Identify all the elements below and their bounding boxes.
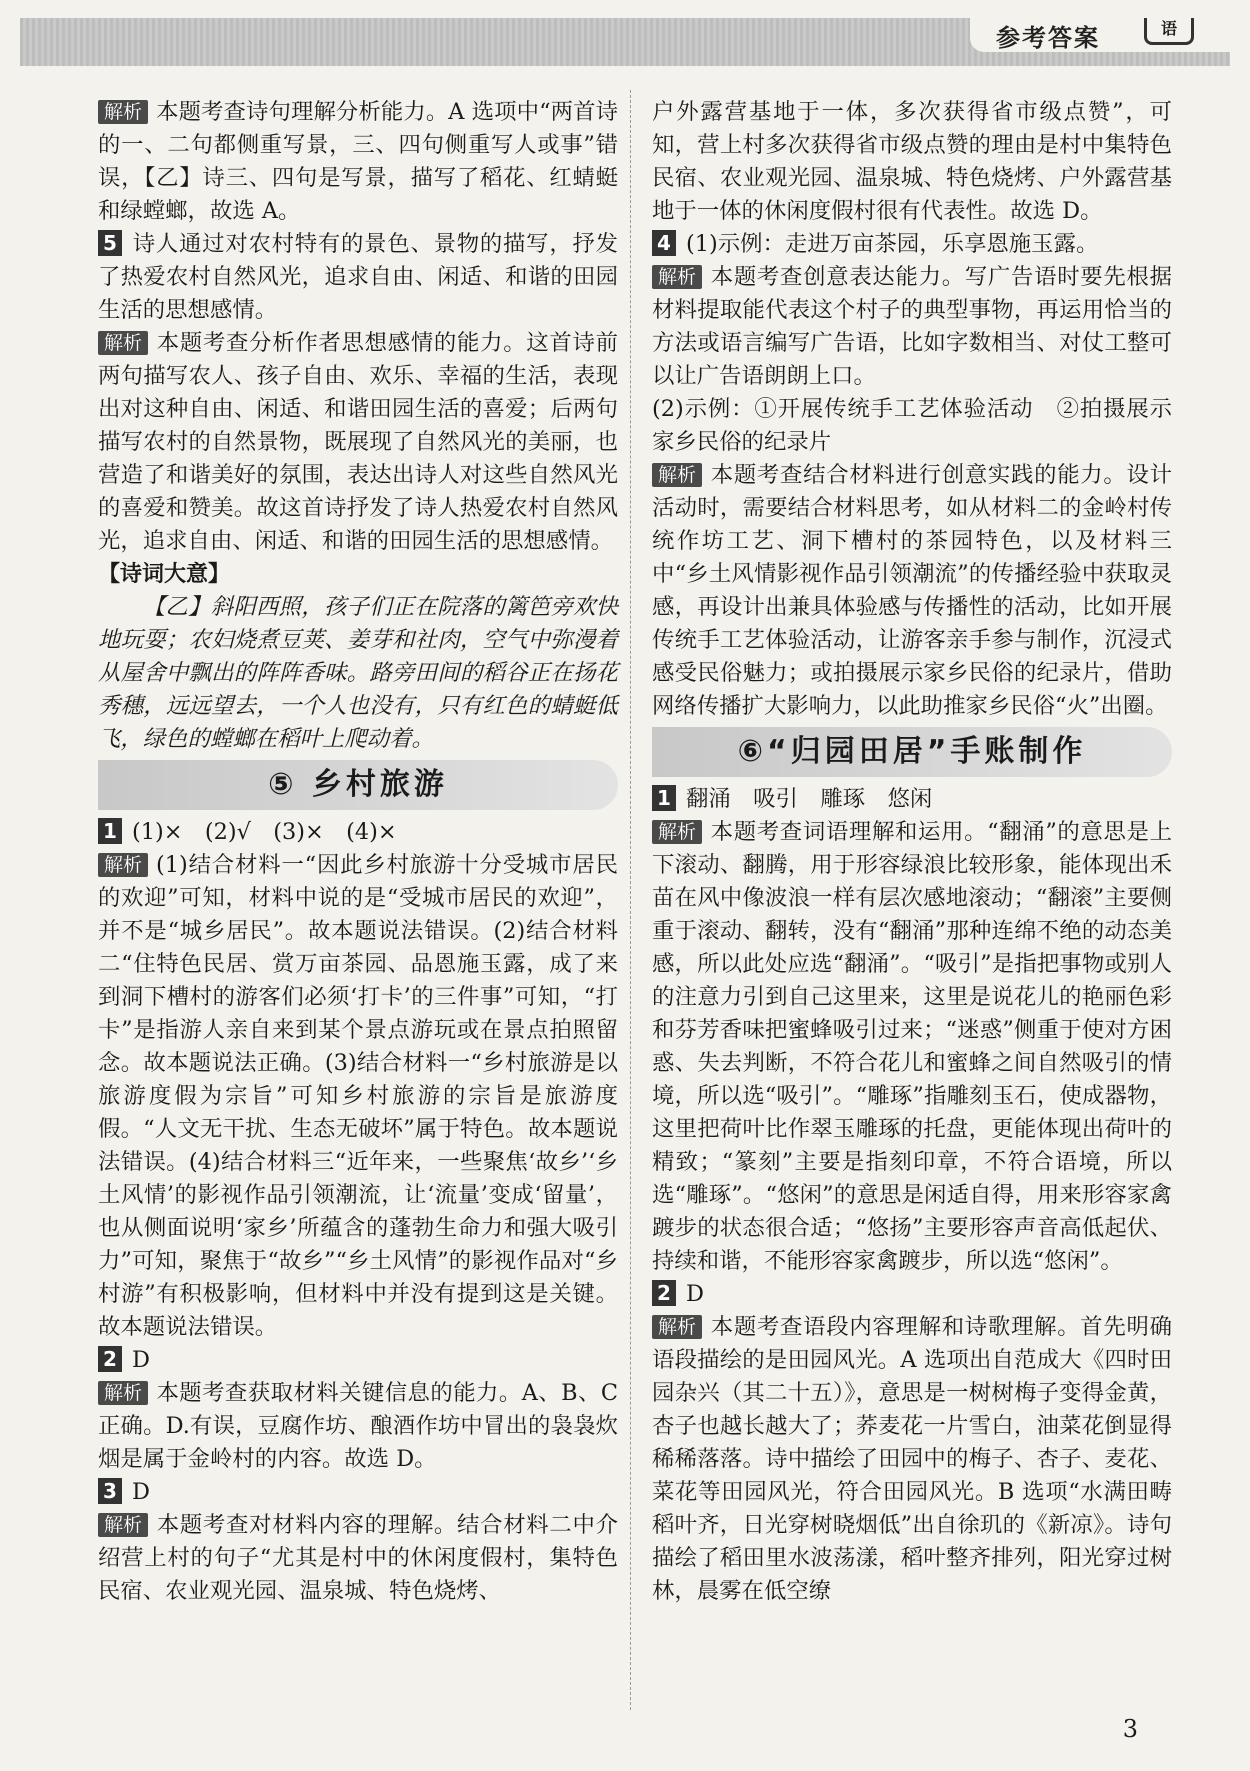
analysis-tag: 解析 bbox=[98, 1381, 148, 1405]
answer-item: 1 翻涌 吸引 雕琢 悠闲 bbox=[652, 783, 1172, 816]
analysis-paragraph: 解析 本题考查诗句理解分析能力。A 选项中“两首诗的一、二句都侧重写景，三、四句侧重写人或事”错误，【乙】诗三、四句是写景，描写了稻花、红蜻蜓和绿螳螂，故选 A。 bbox=[98, 99, 618, 224]
question-number: 3 bbox=[98, 1478, 122, 1504]
section-title-6: ⑥“归园田居”手账制作 bbox=[652, 727, 1172, 777]
page-header-bar bbox=[20, 18, 1230, 66]
analysis-tag: 解析 bbox=[98, 100, 148, 124]
analysis-paragraph: 解析 本题考查结合材料进行创意实践的能力。设计活动时，需要结合材料思考，如从材料二的金岭村传统作坊工艺、洞下槽村的茶园特色，以及材料三中“乡土风情影视作品引领潮流”的传播经验中获取灵感，再设计出兼具体验感与传播性的活动，比如开展传统手工艺体验活动，让游客亲手参与制作，沉浸式感受民俗魅力；或拍摄展示家乡民俗的纪录片，借助网络传播扩大影响力，以此助推家乡民俗“火”出圈。 bbox=[652, 462, 1172, 719]
analysis-paragraph: 解析 本题考查获取材料关键信息的能力。A、B、C 正确。D.有误，豆腐作坊、酿酒作坊中冒出的袅袅炊烟是属于金岭村的内容。故选 D。 bbox=[98, 1380, 618, 1472]
header-tab bbox=[970, 18, 1230, 52]
left-column bbox=[98, 96, 618, 1608]
analysis-paragraph-continued: 户外露营基地于一体，多次获得省市级点赞”，可知，营上村多次获得省市级点赞的理由是村中集特色民宿、农业观光园、温泉城、特色烧烤、户外露营基地于一体的休闲度假村很有代表性。故选 D。 bbox=[652, 99, 1172, 224]
analysis-paragraph: 解析 本题考查创意表达能力。写广告语时要先根据材料提取能代表这个村子的典型事物，再运用恰当的方法或语言编写广告语，比如字数相当、对仗工整可以让广告语朗朗上口。 bbox=[652, 264, 1172, 389]
poem-heading: 【诗词大意】 bbox=[98, 562, 231, 587]
question-number: 1 bbox=[652, 785, 676, 811]
answer-item: 5 诗人通过对农村特有的景色、景物的描写，抒发了热爱农村自然风光，追求自由、闲适、和谐的田园生活的思想感情。 bbox=[98, 231, 618, 323]
answer-item: (2)示例：①开展传统手工艺体验活动 ②拍摄展示家乡民俗的纪录片 bbox=[652, 396, 1172, 455]
question-number: 5 bbox=[98, 230, 122, 256]
answer-item: 2 D bbox=[652, 1278, 1172, 1311]
question-number: 2 bbox=[652, 1280, 676, 1306]
analysis-paragraph: 解析 (1)结合材料一“因此乡村旅游十分受城市居民的欢迎”可知，材料中说的是“受城市居民的欢迎”，并不是“城乡居民”。故本题说法错误。(2)结合材料二“住特色民居、赏万亩茶园、品恩施玉露，成了来到洞下槽村的游客们必须‘打卡’的三件事”可知，“打卡”是指游人亲自来到某个景点游玩或在景点拍照留念。故本题说法正确。(3)结合材料一“乡村旅游是以旅游度假为宗旨”可知乡村旅游的宗旨是旅游度假。“人文无干扰、生态无破坏”属于特色。故本题说法错误。(4)结合材料三“近年来，一些聚焦‘故乡’‘乡土风情’的影视作品引领潮流，让‘流量’变成‘留量’，也从侧面说明‘家乡’所蕴含的蓬勃生命力和强大吸引力”可知，聚焦于“故乡”“乡土风情”的影视作品对“乡村游”有积极影响，但材料中并没有提到这是关键。故本题说法错误。 bbox=[98, 852, 618, 1340]
analysis-tag: 解析 bbox=[98, 853, 148, 877]
analysis-tag: 解析 bbox=[652, 820, 702, 844]
analysis-tag: 解析 bbox=[652, 265, 702, 289]
poem-meaning: 【乙】斜阳西照，孩子们正在院落的篱笆旁欢快地玩耍；农妇烧煮豆荚、姜芽和社肉，空气中弥漫着从屋舍中飘出的阵阵香味。路旁田间的稻谷正在扬花秀穗，远远望去，一个人也没有，只有红色的蜻蜓低飞，绿色的螳螂在稻叶上爬动着。 bbox=[98, 594, 618, 752]
right-column bbox=[652, 96, 1172, 1608]
analysis-tag: 解析 bbox=[98, 331, 148, 355]
answer-item: 4 (1)示例：走进万亩茶园，乐享恩施玉露。 bbox=[652, 228, 1172, 261]
subject-badge: 语 bbox=[1144, 18, 1194, 45]
question-number: 2 bbox=[98, 1346, 122, 1372]
answer-item: 1 (1)× (2)√ (3)× (4)× bbox=[98, 816, 618, 849]
answer-item: 3 D bbox=[98, 1476, 618, 1509]
page-number: 3 bbox=[1122, 1715, 1138, 1743]
header-title: 参考答案 bbox=[996, 23, 1100, 52]
analysis-paragraph: 解析 本题考查语段内容理解和诗歌理解。首先明确语段描绘的是田园风光。A 选项出自范成大《四时田园杂兴（其二十五）》，意思是一树树梅子变得金黄，杏子也越长越大了；荞麦花一片雪白，油菜花倒显得稀稀落落。诗中描绘了田园中的梅子、杏子、麦花、菜花等田园风光，符合田园风光。B 选项“水满田畴稻叶齐，日光穿树晓烟低”出自徐玑的《新凉》。诗句描绘了稻田里水波荡漾，稻叶整齐排列，阳光穿过树林，晨雾在低空缭 bbox=[652, 1314, 1172, 1604]
question-number: 1 bbox=[98, 818, 122, 844]
question-number: 4 bbox=[652, 230, 676, 256]
analysis-tag: 解析 bbox=[652, 1315, 702, 1339]
analysis-paragraph: 解析 本题考查对材料内容的理解。结合材料二中介绍营上村的句子“尤其是村中的休闲度假村，集特色民宿、农业观光园、温泉城、特色烧烤、 bbox=[98, 1512, 618, 1604]
analysis-paragraph: 解析 本题考查分析作者思想感情的能力。这首诗前两句描写农人、孩子自由、欢乐、幸福的生活，表现出对这种自由、闲适、和谐田园生活的喜爱；后两句描写农村的自然景物，既展现了自然风光的美丽，也营造了和谐美好的氛围，表达出诗人对这些自然风光的喜爱和赞美。故这首诗抒发了诗人热爱农村自然风光，追求自由、闲适、和谐的田园生活的思想感情。 bbox=[98, 330, 618, 554]
analysis-paragraph: 解析 本题考查词语理解和运用。“翻涌”的意思是上下滚动、翻腾，用于形容绿浪比较形象，能体现出禾苗在风中像波浪一样有层次感地滚动；“翻滚”主要侧重于滚动、翻转，没有“翻涌”那种连绵不绝的动态美感，所以此处应选“翻涌”。“吸引”是指把事物或别人的注意力引到自己这里来，这里是说花儿的艳丽色彩和芬芳香味把蜜蜂吸引过来；“迷惑”侧重于使对方困惑、失去判断，不符合花儿和蜜蜂之间自然吸引的情境，所以选“吸引”。“雕琢”指雕刻玉石，使成器物，这里把荷叶比作翠玉雕琢的托盘，更能体现出荷叶的精致；“篆刻”主要是指刻印章，不符合语境，所以选“雕琢”。“悠闲”的意思是闲适自得，用来形容家禽踱步的状态很合适；“悠扬”主要形容声音高低起伏、持续和谐，不能形容家禽踱步，所以选“悠闲”。 bbox=[652, 819, 1172, 1274]
answer-item: 2 D bbox=[98, 1344, 618, 1377]
analysis-tag: 解析 bbox=[652, 463, 702, 487]
analysis-tag: 解析 bbox=[98, 1513, 148, 1537]
column-divider bbox=[630, 90, 631, 1710]
section-title-5: ⑤ 乡村旅游 bbox=[98, 760, 618, 810]
